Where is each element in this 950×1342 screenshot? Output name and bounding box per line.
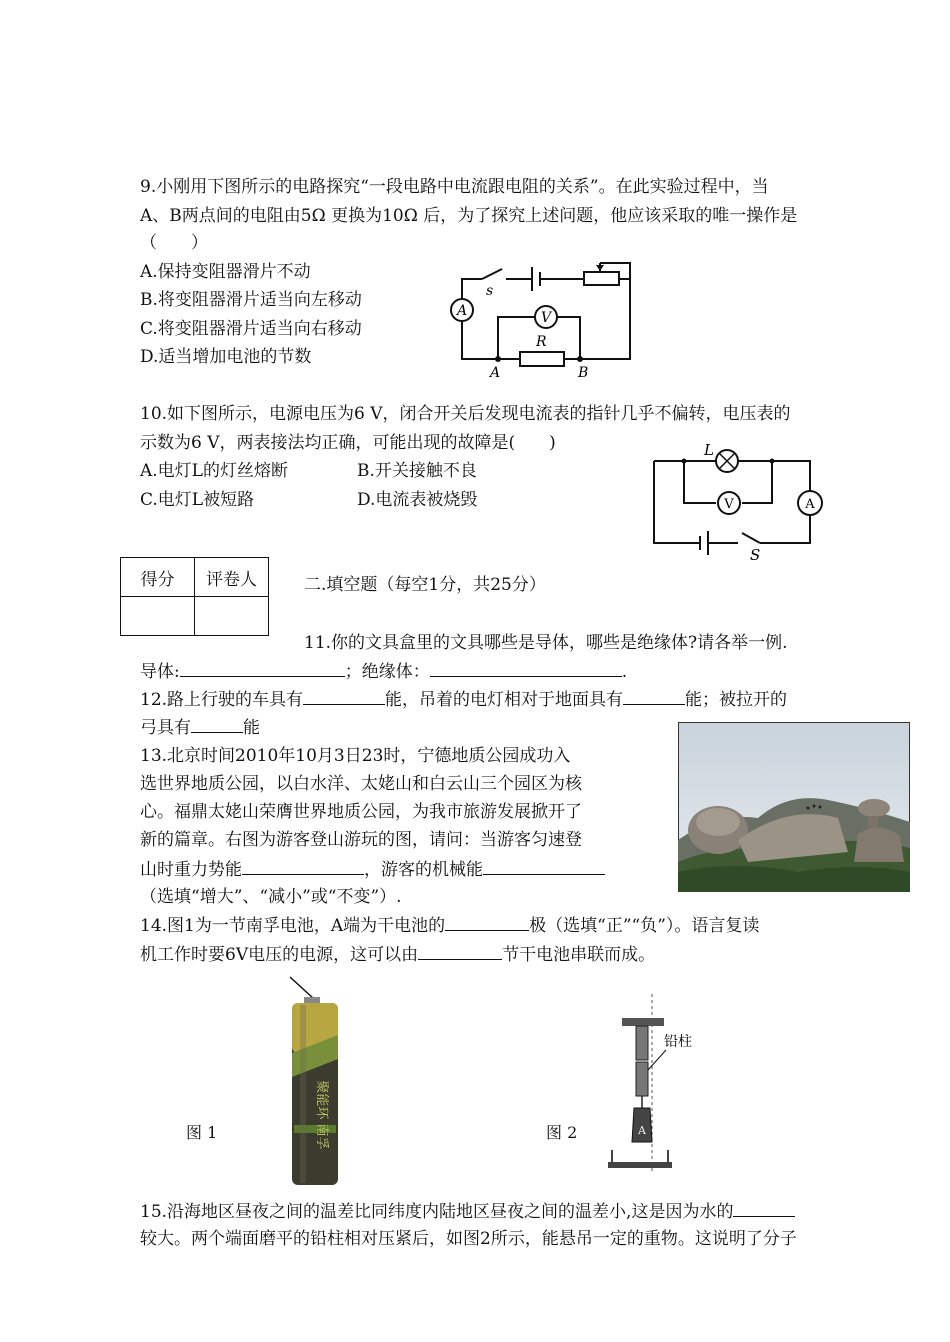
battery-brand-text: 聚能环 南孚 — [314, 1080, 329, 1150]
lead-cylinders-figure — [600, 990, 700, 1180]
q9-switch-label: s — [486, 283, 494, 299]
q14-part1: 14.图1为一节南孚电池，A端为干电池的 — [140, 916, 446, 936]
q9-line1: 9.小刚用下图所示的电路探究“一段电路中电流跟电阻的关系”。在此实验过程中，当 — [140, 177, 769, 197]
q12-blank3[interactable] — [191, 716, 243, 733]
q11-line1: 11.你的文具盒里的文具哪些是导体，哪些是绝缘体?请各举一例. — [304, 633, 788, 653]
q11-insulator-blank[interactable] — [430, 660, 622, 677]
q14-part4: 节干电池串联而成。 — [502, 945, 656, 965]
weight-label: A — [638, 1124, 646, 1137]
q10-option-b: B.开关接触不良 — [357, 461, 477, 481]
q9-option-a: A.保持变阻器滑片不动 — [140, 262, 311, 282]
q13-line5a: 山时重力势能 — [140, 860, 242, 880]
q14-line2 — [140, 943, 655, 966]
q15-blank1[interactable] — [733, 1200, 795, 1217]
q11-conductor-blank[interactable] — [180, 660, 345, 677]
q9-point-a-label: A — [490, 365, 501, 380]
score-header: 得分 — [121, 558, 195, 597]
q10-switch-label: S — [750, 546, 761, 564]
q13-line5b: ，游客的机械能 — [364, 860, 483, 880]
q11-conductor-label: 导体: — [140, 662, 180, 682]
q13-line1: 13.北京时间2010年10月3日23时，宁德地质公园成功入 — [140, 746, 571, 766]
q9-line2: A、B两点间的电阻由5Ω 更换为10Ω 后，为了探究上述问题，他应该采取的唯一操作是 — [140, 206, 798, 226]
q14-blank1[interactable] — [445, 914, 529, 931]
q10-line2: 示数为6 V，两表接法均正确，可能出现的故障是( ) — [140, 433, 556, 453]
mountain-photo — [678, 722, 910, 892]
q13-line3: 心。福鼎太姥山荣膺世界地质公园，为我市旅游发展掀开了 — [140, 802, 582, 822]
grader-header: 评卷人 — [195, 558, 269, 597]
section2-heading: 二.填空题（每空1分，共25分） — [304, 575, 546, 595]
q9-option-c: C.将变阻器滑片适当向右移动 — [140, 319, 362, 339]
q15-line1 — [140, 1200, 795, 1223]
q13-line5 — [140, 858, 605, 881]
q9-resistor-label: R — [536, 334, 547, 350]
q14-part3: 机工作时要6V电压的电源，这可以由 — [140, 945, 419, 965]
q12-blank2[interactable] — [623, 688, 685, 705]
figure2-label: 图 2 — [546, 1123, 578, 1142]
q10-option-a: A.电灯L的灯丝熔断 — [140, 461, 288, 481]
q10-option-c: C.电灯L被短路 — [140, 490, 255, 510]
grader-cell[interactable] — [195, 597, 269, 636]
q9-point-b-label: B — [578, 365, 589, 380]
score-table — [120, 557, 269, 636]
q10-ammeter-label: A — [805, 497, 815, 512]
q14-blank2[interactable] — [418, 943, 502, 960]
q12-line2 — [140, 716, 260, 739]
q9-line3: （ ） — [140, 233, 208, 253]
battery-figure — [280, 975, 350, 1190]
q15-line2: 较大。两个端面磨平的铅柱相对压紧后，如图2所示，能悬吊一定的重物。这说明了分子 — [140, 1229, 797, 1249]
score-cell[interactable] — [121, 597, 195, 636]
figure1-label: 图 1 — [186, 1123, 218, 1142]
q11-end: . — [621, 662, 628, 682]
q9-voltmeter-label: V — [540, 310, 552, 326]
q9-option-d: D.适当增加电池的节数 — [140, 347, 312, 367]
q9-circuit-diagram — [440, 255, 650, 380]
q13-line6: （选填“增大”、“减小”或“不变”）. — [140, 887, 402, 907]
q12-part3: 能；被拉开的 — [685, 690, 788, 710]
q11-line2 — [140, 660, 627, 683]
lead-cylinder-label: 铅柱 — [664, 1034, 692, 1050]
q9-option-b: B.将变阻器滑片适当向左移动 — [140, 290, 362, 310]
q10-option-d: D.电流表被烧毁 — [357, 490, 478, 510]
q12-part4: 弓具有 — [140, 718, 191, 738]
q10-voltmeter-label: V — [724, 497, 734, 512]
q12-line1 — [140, 688, 787, 711]
q13-blank1[interactable] — [242, 858, 364, 875]
q14-part2: 极（选填“正”“负”）。语言复读 — [529, 916, 760, 936]
q12-part2: 能，吊着的电灯相对于地面具有 — [385, 690, 624, 710]
q12-blank1[interactable] — [303, 688, 385, 705]
q10-circuit-diagram — [650, 435, 830, 565]
q9-ammeter-label: A — [456, 303, 468, 319]
q11-separator: ；绝缘体： — [344, 662, 430, 682]
q13-line4: 新的篇章。右图为游客登山游玩的图，请问：当游客匀速登 — [140, 830, 582, 850]
q13-blank2[interactable] — [483, 858, 605, 875]
q10-lamp-label: L — [704, 441, 714, 459]
q12-part1: 12.路上行驶的车具有 — [140, 690, 304, 710]
q13-line2: 选世界地质公园，以白水洋、太姥山和白云山三个园区为核 — [140, 774, 582, 794]
q14-line1 — [140, 914, 759, 937]
q12-part5: 能 — [243, 718, 260, 738]
q15-part1: 15.沿海地区昼夜之间的温差比同纬度内陆地区昼夜之间的温差小,这是因为水的 — [140, 1202, 734, 1222]
q10-line1: 10.如下图所示，电源电压为6 V，闭合开关后发现电流表的指针几乎不偏转，电压表的 — [140, 404, 791, 424]
